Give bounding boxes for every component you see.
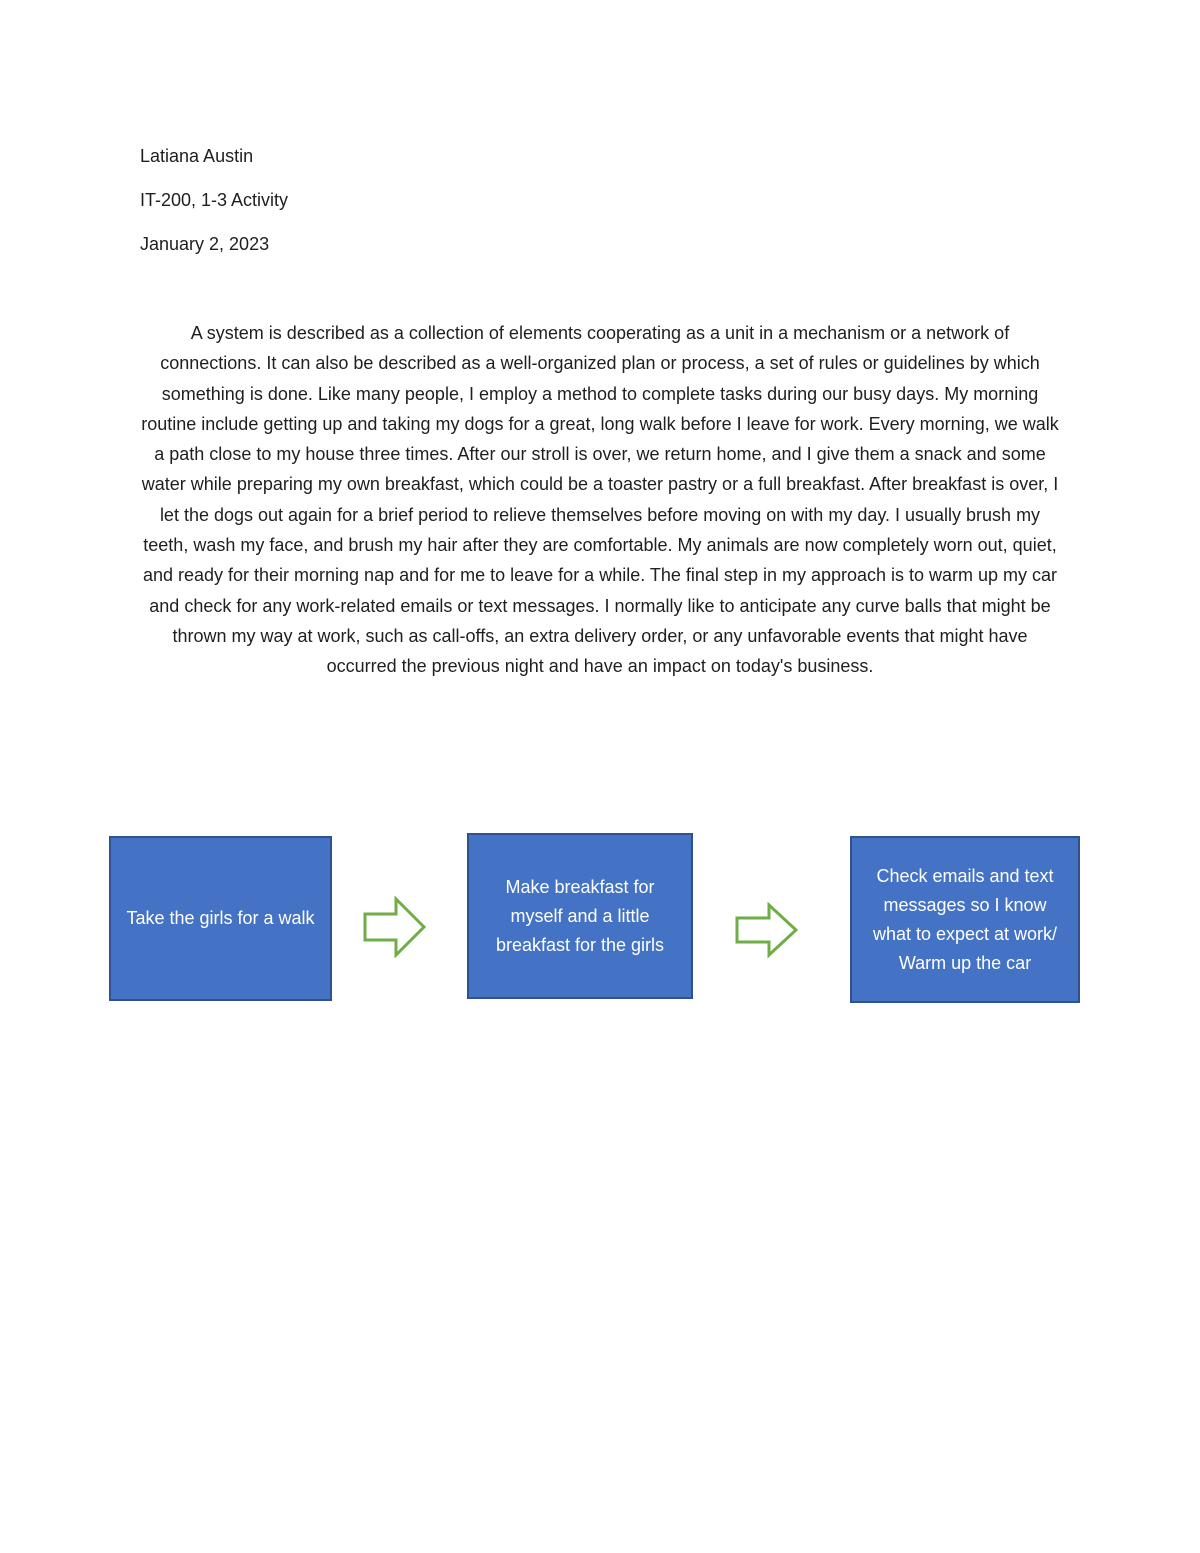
body-paragraph: A system is described as a collection of elements cooperating as a unit in a mechanism or a network of connections. It can also be described as a well-organized plan or process, a set of rules or guidelines by which something is done. Like many people, I employ a method to complete tasks during our busy days. My morning routine include getting up and taking my dogs for a great, long walk before I leave for work. Every morning, we walk a path close to my house three times. After our stroll is over, we return home, and I give them a snack and some water while preparing my own breakfast, which could be a toaster pastry or a full breakfast. After breakfast is over, I let the dogs out again for a brief period to relieve themselves before moving on with my day. I usually brush my teeth, wash my face, and brush my hair after they are comfortable. My animals are now completely worn out, quiet, and ready for their morning nap and for me to leave for a while. The final step in my approach is to warm up my car and check for any work-related emails or text messages. I normally like to anticipate any curve balls that might be thrown my way at work, such as call-offs, an extra delivery order, or any unfavorable events that might have occurred the previous night and have an impact on today's business. (141, 323, 1059, 677)
flowchart-step-label: Check emails and text messages so I know what to expect at work/ Warm up the car (872, 865, 1058, 973)
flowchart-step-breakfast (467, 833, 693, 999)
flowchart-step-label: Make breakfast for myself and a little breakfast for the girls (495, 876, 665, 955)
right-arrow-icon (734, 902, 800, 958)
flowchart-step-label: Take the girls for a walk (126, 908, 315, 928)
document-date: January 2, 2023 (140, 234, 270, 254)
flowchart-step-emails (850, 836, 1080, 1003)
right-arrow-icon (362, 896, 428, 958)
author-name: Latiana Austin (140, 146, 254, 166)
flowchart-step-walk (109, 836, 332, 1001)
course-title: IT-200, 1-3 Activity (140, 190, 289, 210)
